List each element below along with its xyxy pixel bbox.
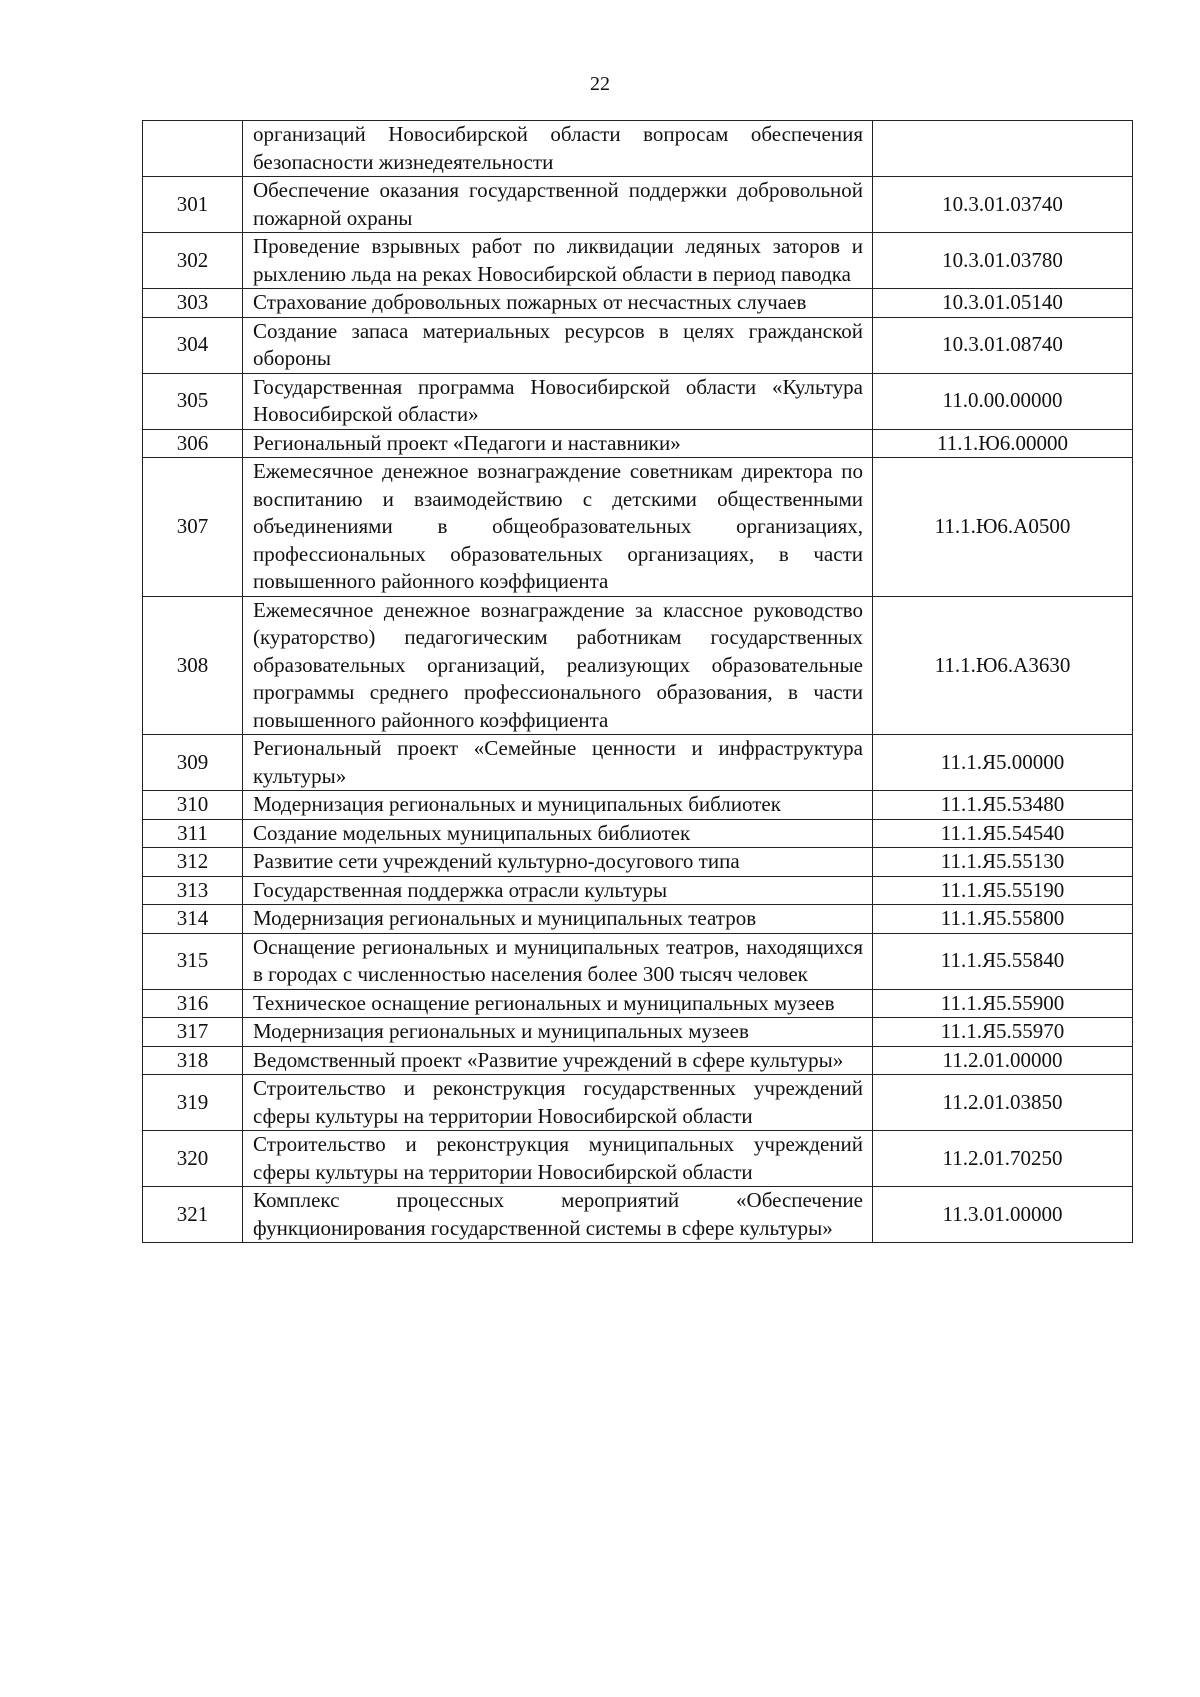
- table-row: [143, 791, 1133, 820]
- table-row: [143, 373, 1133, 429]
- row-number-cell: 310: [143, 791, 243, 820]
- table-row: [143, 905, 1133, 934]
- table-row: [143, 289, 1133, 318]
- row-code-cell: 11.0.00.00000: [873, 373, 1133, 429]
- table-row: [143, 458, 1133, 597]
- row-name-cell: Проведение взрывных работ по ликвидации ледяных заторов и рыхлению льда на реках Новосибирской области в период паводка: [243, 233, 873, 289]
- row-number-cell: 314: [143, 905, 243, 934]
- row-name-cell: Ежемесячное денежное вознаграждение советникам директора по воспитанию и взаимодействию с детскими общественными объединениями в общеобразовательных организациях, профессиональных образовательных организациях, в части повышенного районного коэффициента: [243, 458, 873, 597]
- row-number-cell: 305: [143, 373, 243, 429]
- row-number-cell: 303: [143, 289, 243, 318]
- row-number-cell: 311: [143, 819, 243, 848]
- row-code-cell: [873, 121, 1133, 177]
- table-body: [143, 121, 1133, 1243]
- row-code-cell: 10.3.01.03740: [873, 177, 1133, 233]
- row-code-cell: 11.1.Ю6.А3630: [873, 596, 1133, 735]
- table-row: [143, 735, 1133, 791]
- table-row: [143, 177, 1133, 233]
- table-row: [143, 233, 1133, 289]
- table-row: [143, 989, 1133, 1018]
- row-code-cell: 10.3.01.08740: [873, 317, 1133, 373]
- row-number-cell: 302: [143, 233, 243, 289]
- row-name-cell: Государственная программа Новосибирской области «Культура Новосибирской области»: [243, 373, 873, 429]
- table-row: [143, 819, 1133, 848]
- table-row: [143, 429, 1133, 458]
- row-code-cell: 11.2.01.00000: [873, 1046, 1133, 1075]
- table-row: [143, 876, 1133, 905]
- row-code-cell: 10.3.01.03780: [873, 233, 1133, 289]
- row-number-cell: 304: [143, 317, 243, 373]
- row-code-cell: 11.1.Я5.55190: [873, 876, 1133, 905]
- row-code-cell: 11.1.Я5.55800: [873, 905, 1133, 934]
- row-code-cell: 11.2.01.03850: [873, 1075, 1133, 1131]
- row-name-cell: Оснащение региональных и муниципальных театров, находящихся в городах с численностью населения более 300 тысяч человек: [243, 933, 873, 989]
- table-row: [143, 1187, 1133, 1243]
- row-name-cell: Ведомственный проект «Развитие учреждений в сфере культуры»: [243, 1046, 873, 1075]
- row-code-cell: 11.2.01.70250: [873, 1131, 1133, 1187]
- row-number-cell: 308: [143, 596, 243, 735]
- row-code-cell: 11.1.Я5.54540: [873, 819, 1133, 848]
- row-name-cell: Создание запаса материальных ресурсов в целях гражданской обороны: [243, 317, 873, 373]
- budget-codes-table: [142, 120, 1133, 1243]
- row-code-cell: 11.1.Ю6.00000: [873, 429, 1133, 458]
- row-number-cell: [143, 121, 243, 177]
- row-name-cell: Региональный проект «Педагоги и наставники»: [243, 429, 873, 458]
- table-row: [143, 848, 1133, 877]
- row-number-cell: 315: [143, 933, 243, 989]
- row-number-cell: 306: [143, 429, 243, 458]
- table-row: [143, 1046, 1133, 1075]
- row-code-cell: 11.3.01.00000: [873, 1187, 1133, 1243]
- row-code-cell: 11.1.Ю6.А0500: [873, 458, 1133, 597]
- row-number-cell: 309: [143, 735, 243, 791]
- row-number-cell: 312: [143, 848, 243, 877]
- row-code-cell: 11.1.Я5.53480: [873, 791, 1133, 820]
- row-name-cell: Обеспечение оказания государственной поддержки добровольной пожарной охраны: [243, 177, 873, 233]
- table-row: [143, 121, 1133, 177]
- row-name-cell: Техническое оснащение региональных и муниципальных музеев: [243, 989, 873, 1018]
- row-name-cell: Модернизация региональных и муниципальных музеев: [243, 1018, 873, 1047]
- row-name-cell: Строительство и реконструкция государственных учреждений сферы культуры на территории Новосибирской области: [243, 1075, 873, 1131]
- row-number-cell: 313: [143, 876, 243, 905]
- row-code-cell: 11.1.Я5.00000: [873, 735, 1133, 791]
- row-number-cell: 321: [143, 1187, 243, 1243]
- row-name-cell: Строительство и реконструкция муниципальных учреждений сферы культуры на территории Новосибирской области: [243, 1131, 873, 1187]
- row-number-cell: 319: [143, 1075, 243, 1131]
- row-name-cell: Региональный проект «Семейные ценности и инфраструктура культуры»: [243, 735, 873, 791]
- table-row: [143, 596, 1133, 735]
- row-name-cell: Ежемесячное денежное вознаграждение за классное руководство (кураторство) педагогическим работникам государственных образовательных организаций, реализующих образовательные программы среднего профессионального образования, в части повышенного районного коэффициента: [243, 596, 873, 735]
- row-name-cell: Модернизация региональных и муниципальных библиотек: [243, 791, 873, 820]
- table-row: [143, 1018, 1133, 1047]
- row-code-cell: 11.1.Я5.55970: [873, 1018, 1133, 1047]
- row-code-cell: 11.1.Я5.55130: [873, 848, 1133, 877]
- page-number: 22: [590, 73, 610, 95]
- row-number-cell: 307: [143, 458, 243, 597]
- row-name-cell: Создание модельных муниципальных библиотек: [243, 819, 873, 848]
- row-number-cell: 317: [143, 1018, 243, 1047]
- table-row: [143, 1075, 1133, 1131]
- table-row: [143, 933, 1133, 989]
- row-code-cell: 11.1.Я5.55840: [873, 933, 1133, 989]
- row-code-cell: 11.1.Я5.55900: [873, 989, 1133, 1018]
- row-number-cell: 320: [143, 1131, 243, 1187]
- row-number-cell: 316: [143, 989, 243, 1018]
- row-name-cell: Развитие сети учреждений культурно-досугового типа: [243, 848, 873, 877]
- row-name-cell: Государственная поддержка отрасли культуры: [243, 876, 873, 905]
- table-row: [143, 1131, 1133, 1187]
- row-number-cell: 301: [143, 177, 243, 233]
- row-code-cell: 10.3.01.05140: [873, 289, 1133, 318]
- row-number-cell: 318: [143, 1046, 243, 1075]
- row-name-cell: организаций Новосибирской области вопросам обеспечения безопасности жизнедеятельности: [243, 121, 873, 177]
- row-name-cell: Страхование добровольных пожарных от несчастных случаев: [243, 289, 873, 318]
- table-row: [143, 317, 1133, 373]
- row-name-cell: Модернизация региональных и муниципальных театров: [243, 905, 873, 934]
- row-name-cell: Комплекс процессных мероприятий «Обеспечение функционирования государственной системы в сфере культуры»: [243, 1187, 873, 1243]
